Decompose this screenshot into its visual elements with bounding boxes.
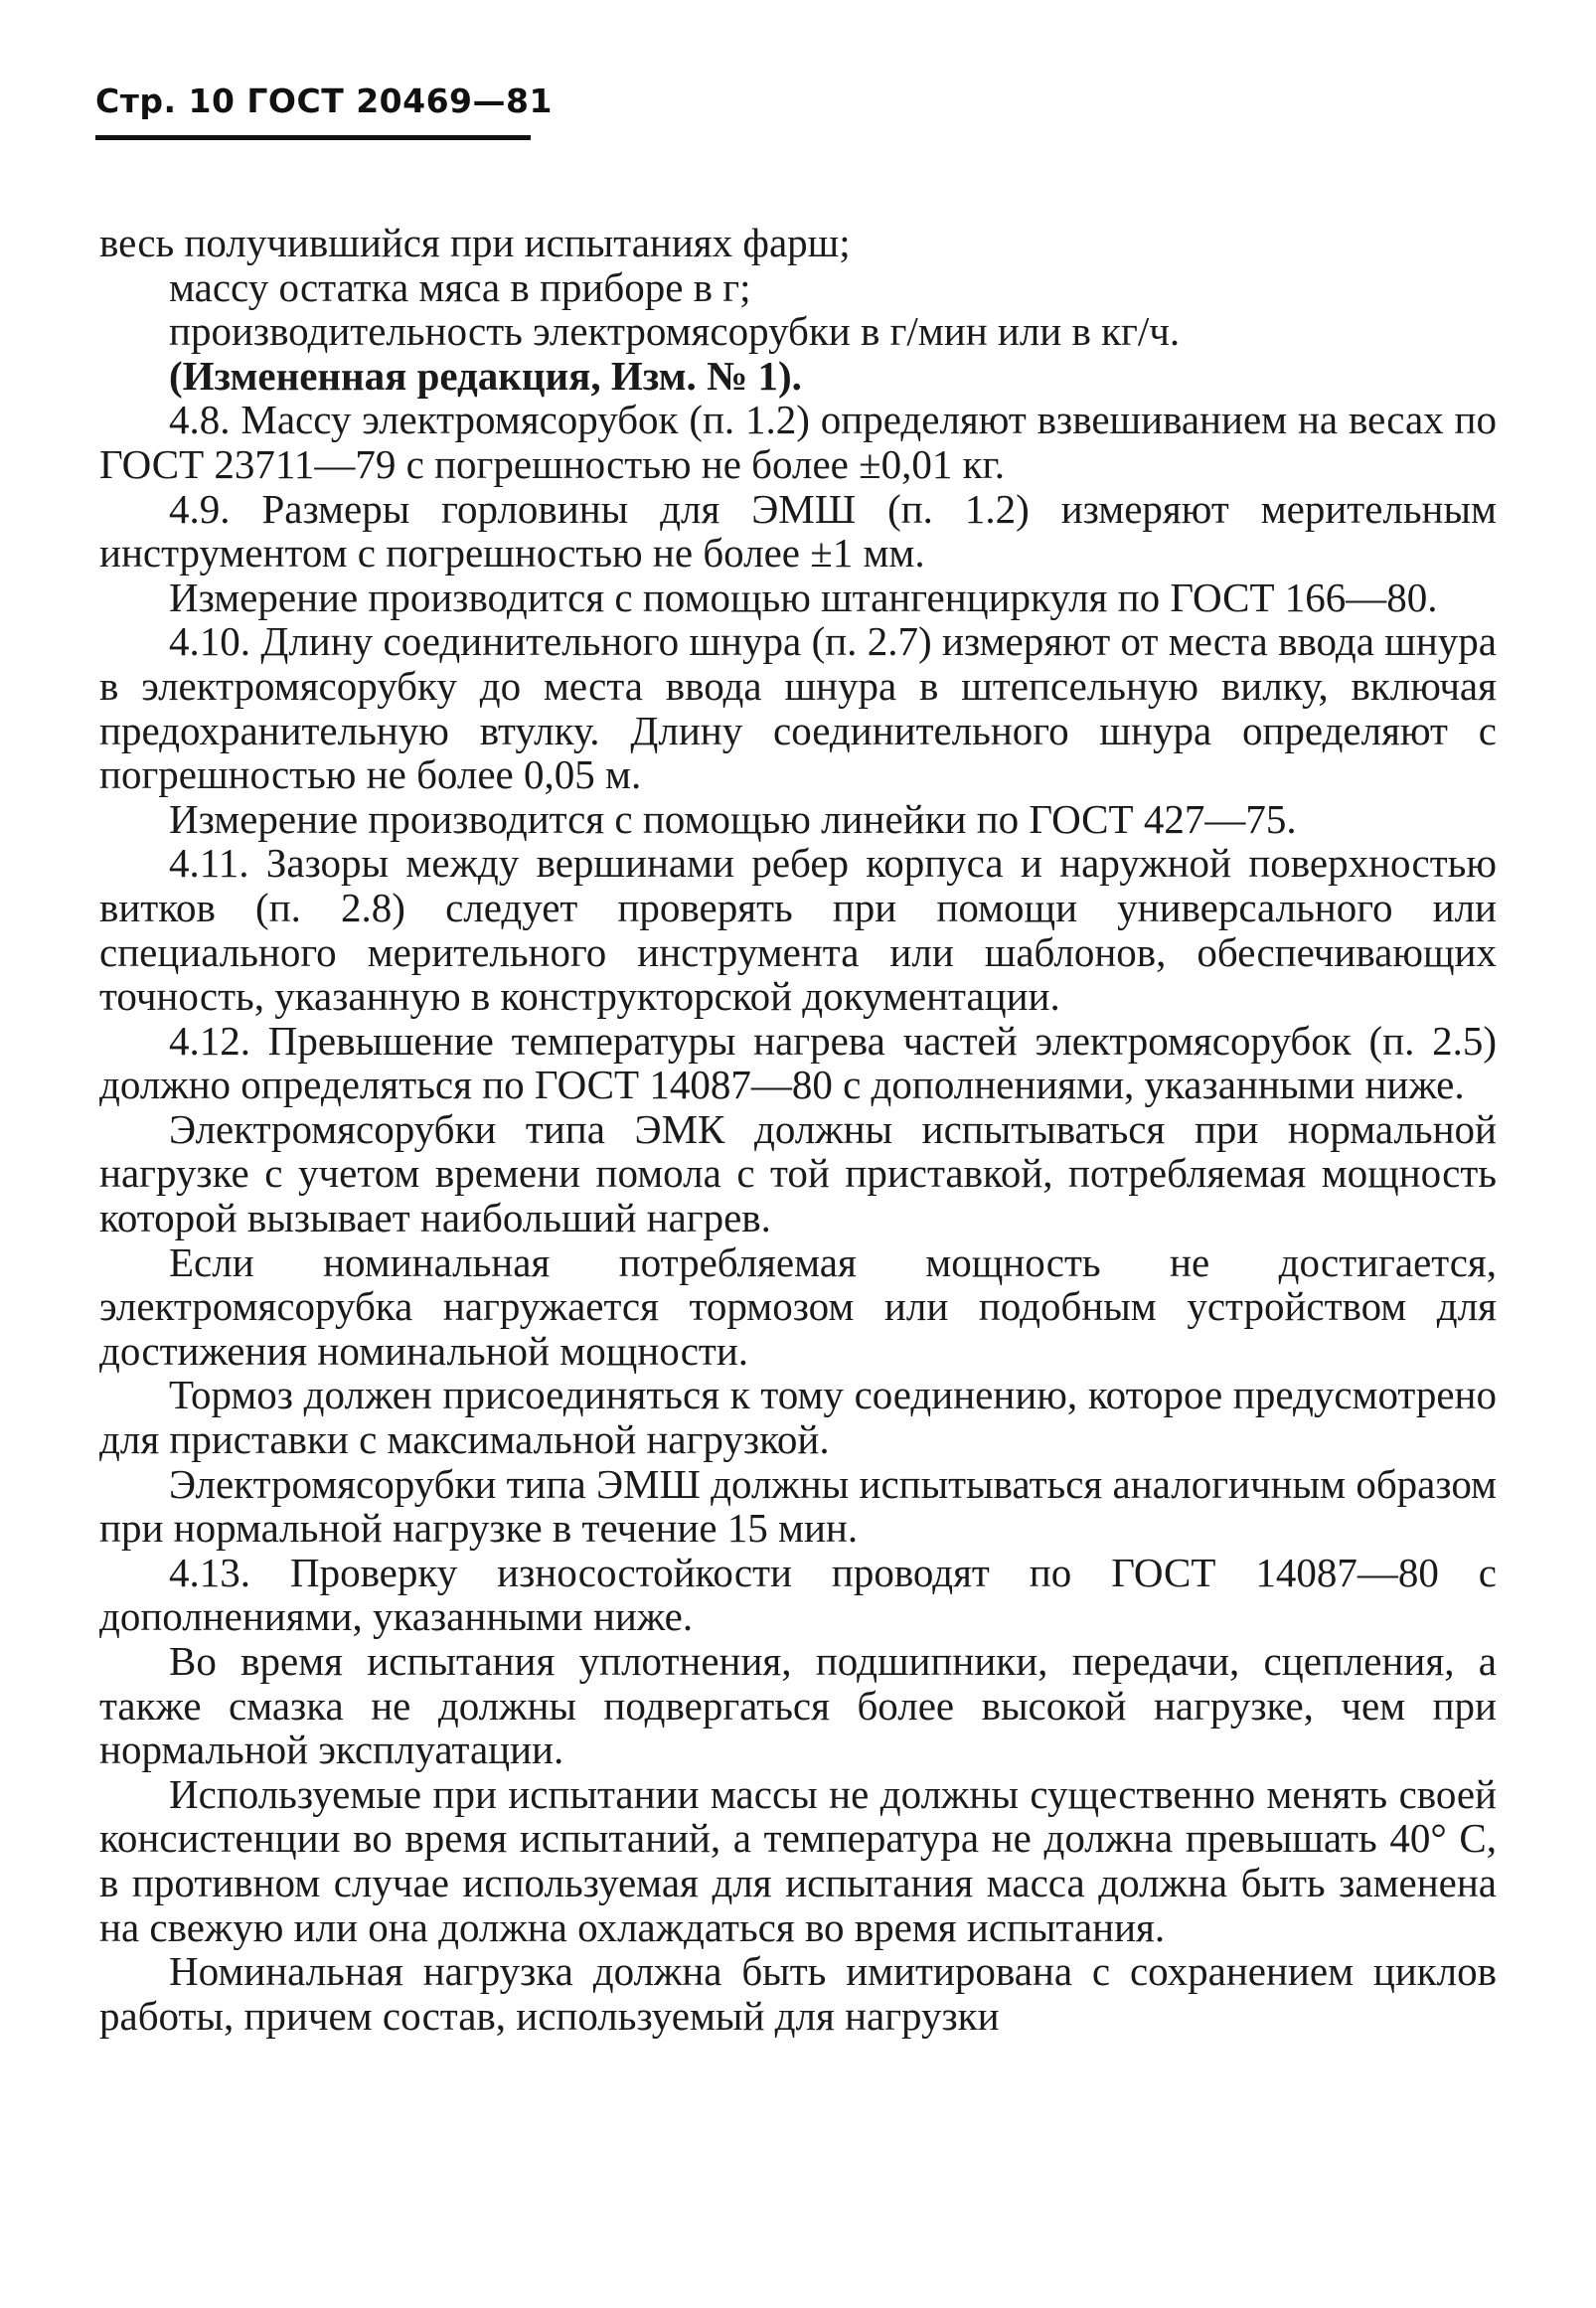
- page-header: Стр. 10 ГОСТ 20469—81: [95, 82, 553, 120]
- paragraph: Электромясорубки типа ЭМШ должны испытываться аналогичным образом при нормальной нагрузке в течение 15 мин.: [99, 1460, 1497, 1552]
- paragraph: 4.11. Зазоры между вершинами ребер корпуса и наружной поверхностью витков (п. 2.8) следует проверять при помощи универсального или специального мерительного инструмента или шаблонов, обеспечивающих точность, указанную в конструкторской документации.: [99, 840, 1497, 1020]
- paragraph: 4.12. Превышение температуры нагрева частей электромясорубок (п. 2.5) должно определяться по ГОСТ 14087—80 с дополнениями, указанными ниже.: [99, 1017, 1497, 1108]
- paragraph: Если номинальная потребляемая мощность не достигается, электромясорубка нагружается тормозом или подобным устройством для достижения номинальной мощности.: [99, 1238, 1497, 1374]
- paragraph: Используемые при испытании массы не должны существенно менять своей консистенции во время испытаний, а температура не должна превышать 40° С, в противном случае используемая для испытания масса должна быть заменена на свежую или она должна охлаждаться во время испытания.: [99, 1770, 1497, 1950]
- document-body: [99, 221, 1497, 2038]
- paragraph: Измерение производится с помощью штангенциркуля по ГОСТ 166—80.: [169, 574, 1438, 620]
- paragraph: Электромясорубки типа ЭМК должны испытываться при нормальной нагрузке с учетом времени помола с той приставкой, потребляемая мощность которой вызывает наибольший нагрев.: [99, 1105, 1497, 1241]
- paragraph: Измерение производится с помощью линейки по ГОСТ 427—75.: [169, 795, 1297, 842]
- paragraph: производительность электромясорубки в г/мин или в кг/ч.: [169, 308, 1181, 355]
- paragraph: массу остатка мяса в приборе в г;: [169, 263, 751, 310]
- paragraph: Тормоз должен присоединяться к тому соединению, которое предусмотрено для приставки с максимальной нагрузкой.: [99, 1372, 1497, 1463]
- paragraph: 4.10. Длину соединительного шнура (п. 2.7) измеряют от места ввода шнура в электромясорубку до места ввода шнура в штепсельную вилку, включая предохранительную втулку. Длину соединительного шнура определяют с погрешностью не более 0,05 м.: [99, 618, 1497, 798]
- header-rule: [95, 135, 531, 140]
- paragraph: Номинальная нагрузка должна быть имитирована с сохранением циклов работы, причем состав, используемый для нагрузки: [99, 1948, 1497, 2039]
- paragraph: 4.8. Массу электромясорубок (п. 1.2) определяют взвешиванием на весах по ГОСТ 23711—79 с погрешностью не более ±0,01 кг.: [99, 397, 1497, 487]
- paragraph: Во время испытания уплотнения, подшипники, передачи, сцепления, а также смазка не должны подвергаться более высокой нагрузке, чем при нормальной эксплуатации.: [99, 1638, 1497, 1773]
- paragraph: 4.9. Размеры горловины для ЭМШ (п. 1.2) измеряют мерительным инструментом с погрешностью не более ±1 мм.: [99, 485, 1497, 577]
- paragraph: 4.13. Проверку износостойкости проводят по ГОСТ 14087—80 с дополнениями, указанными ниже.: [99, 1549, 1497, 1640]
- paragraph: весь получившийся при испытаниях фарш;: [99, 220, 851, 265]
- amendment-note: (Измененная редакция, Изм. № 1).: [169, 352, 802, 399]
